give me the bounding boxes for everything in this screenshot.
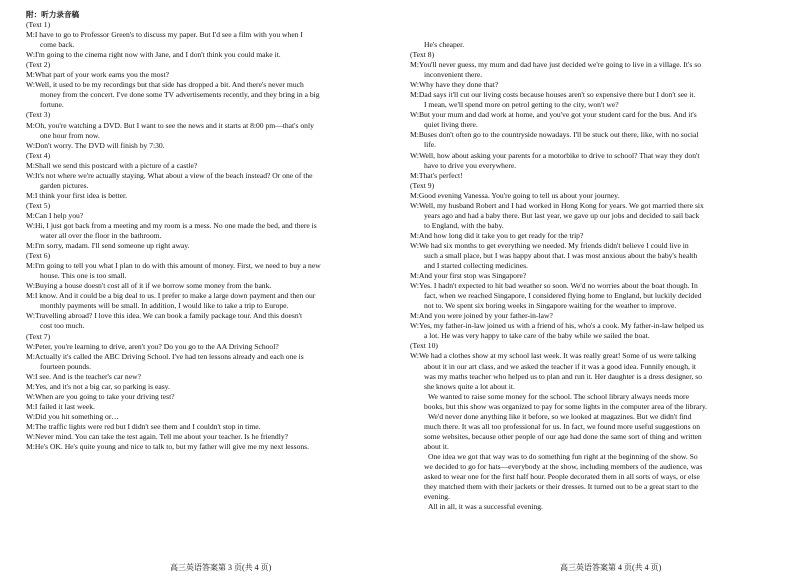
transcript-line: W:Well, my husband Robert and I had worked in Hong Kong for years. We got married there six	[410, 200, 704, 210]
transcript-line: such a small place, but I was happy about that. I was most anxious about the baby's health	[424, 250, 698, 260]
transcript-line: we decided to go for hats—everybody at the show, including members of the audience, was	[424, 461, 703, 471]
transcript-line: M:And how long did it take you to get ready for the trip?	[410, 230, 584, 240]
transcript-line: M:You'll never guess, my mum and dad have just decided we're going to live in a village. It's so	[410, 60, 702, 70]
transcript-line: W:Yes. I hadn't expected to hit bad weather so soon. We'd no worries about the boat though. In	[410, 281, 698, 291]
transcript-line: water all over the floor in the bathroom.	[40, 231, 162, 241]
transcript-line: one hour from now.	[40, 130, 100, 140]
transcript-line: We wanted to raise some money for the school. The school library always needs more	[428, 391, 689, 401]
right-column	[410, 40, 776, 512]
transcript-line: house. This one is too small.	[40, 271, 127, 281]
transcript-line: M:Yes, and it's not a big car, so parking is easy.	[26, 381, 170, 391]
transcript-line: about it in our art class, and we asked the teacher if it was a good idea. Funnily enough, it	[424, 361, 697, 371]
transcript-line: (Text 4)	[26, 150, 51, 160]
transcript-line: M:The traffic lights were red but I didn't see them and I couldn't stop in time.	[26, 421, 261, 431]
transcript-line: they matched them with their jackets or their dresses. It turned out to be a great start to the	[424, 482, 699, 492]
transcript-line: W:Travelling abroad? I love this idea. We can book a family package tour. And this doesn't	[26, 311, 303, 321]
transcript-line: come back.	[40, 40, 75, 50]
transcript-line: books, but this show was organized to pay for some lights in the computer area of the library.	[424, 401, 708, 411]
transcript-line: to England, with the baby.	[424, 220, 504, 230]
transcript-line: fortune.	[40, 100, 64, 110]
transcript-line: W:Well, it used to be my recordings but that side has dropped a bit. And there's never much	[26, 80, 304, 90]
transcript-line: W:We had a clothes show at my school last week. It was really great! Some of us were talking	[410, 351, 697, 361]
transcript-line: W:I'm going to the cinema right now with Jane, and I don't think you could make it.	[26, 50, 281, 60]
transcript-line: M:That's perfect!	[410, 170, 463, 180]
transcript-line: some websites, because other people of our age had done the same sort of thing and written	[424, 431, 702, 441]
footer-page-3: 高三英语答案第 3 页(共 4 页)	[170, 563, 272, 572]
transcript-line: quiet living there.	[424, 120, 478, 130]
transcript-line: One idea we got that way was to do something fun right at the beginning of the show. So	[428, 451, 698, 461]
transcript-line: W:Never mind. You can take the test again. Tell me about your teacher. Is he friendly?	[26, 431, 289, 441]
transcript-line: (Text 3)	[26, 110, 51, 120]
transcript-line: about it.	[424, 441, 449, 451]
transcript-line: M:Can I help you?	[26, 210, 84, 220]
transcript-line: W:Don't worry. The DVD will finish by 7:30.	[26, 140, 165, 150]
transcript-line: M:I'm sorry, madam. I'll send someone up right away.	[26, 241, 190, 251]
transcript-line: M:Buses don't often go to the countryside nowadays. I'll be stuck out there, like, with no social	[410, 130, 699, 140]
transcript-line: a lot. He was very happy to take care of the baby while we sailed the boat.	[424, 331, 650, 341]
transcript-line: We'd never done anything like it before, so we looked at magazines. But we didn't find	[428, 411, 692, 421]
transcript-line: (Text 2)	[26, 60, 51, 70]
transcript-line: fourteen pounds.	[40, 361, 92, 371]
transcript-line: M:And your first stop was Singapore?	[410, 271, 527, 281]
transcript-line: W:Buying a house doesn't cost all of it if we borrow some money from the bank.	[26, 281, 272, 291]
transcript-line: M:Actually it's called the ABC Driving School. I've had ten lessons already and each one is	[26, 351, 304, 361]
transcript-line: M:What part of your work earns you the most?	[26, 70, 169, 80]
transcript-line: (Text 5)	[26, 200, 51, 210]
transcript-line: garden pictures.	[40, 180, 89, 190]
transcript-line: W:Yes, my father-in-law joined us with a friend of his, who's a cook. My father-in-law helped us	[410, 321, 704, 331]
transcript-line: W:It's not where we're actually staying. What about a view of the beach instead? Or one of the	[26, 170, 313, 180]
transcript-line: life.	[424, 140, 437, 150]
transcript-line: M:He's OK. He's quite young and nice to talk to, but my father will give me my next lessons.	[26, 442, 310, 452]
right-transcript	[410, 40, 776, 512]
transcript-line: (Text 7)	[26, 331, 51, 341]
transcript-line: M:I'm going to tell you what I plan to do with this amount of money. First, we need to buy a new	[26, 261, 321, 271]
transcript-line: M:And you were joined by your father-in-law?	[410, 311, 553, 321]
left-transcript	[26, 20, 392, 452]
transcript-line: cost too much.	[40, 321, 85, 331]
transcript-line: have to drive you everywhere.	[424, 160, 517, 170]
transcript-line: W:Did you hit something or…	[26, 411, 119, 421]
footer-page-4: 高三英语答案第 4 页(共 4 页)	[560, 563, 662, 572]
transcript-line: W:Well, how about asking your parents for a motorbike to drive to school? That way they don't	[410, 150, 700, 160]
transcript-line: W:Hi, I just got back from a meeting and my room is a mess. No one made the bed, and there is	[26, 220, 317, 230]
transcript-line: not to. We spent six boring weeks in Singapore waiting for the weather to improve.	[424, 301, 677, 311]
transcript-line: M:Shall we send this postcard with a picture of a castle?	[26, 160, 198, 170]
transcript-line: she knows quite a lot about it.	[424, 381, 515, 391]
transcript-line: W:We had six months to get everything we needed. My friends didn't believe I could live in	[410, 240, 689, 250]
transcript-line: fact, when we reached Singapore, I considered flying home to England, but luckily decided	[424, 291, 702, 301]
transcript-line: He's cheaper.	[424, 40, 465, 49]
transcript-line: I mean, we'll spend more on petrol getting to the city, won't we?	[424, 100, 619, 110]
transcript-line: M:I know. And it could be a big deal to us. I prefer to make a large down payment and then our	[26, 291, 316, 301]
transcript-line: asked to wear one for the first half hour. People decorated them in all sorts of ways, or else	[424, 472, 700, 482]
transcript-line: was my maths teacher who helped us to plan and run it. Her daughter is a dress designer, so	[424, 371, 703, 381]
transcript-line: All in all, it was a successful evening.	[428, 502, 543, 512]
transcript-line: (Text 9)	[410, 180, 435, 190]
transcript-line: W:Peter, you're learning to drive, aren't you? Do you go to the AA Driving School?	[26, 341, 279, 351]
transcript-line: evening.	[424, 492, 450, 502]
transcript-line: M:I have to go to Professor Green's to discuss my paper. But I'd see a film with you when I	[26, 30, 303, 40]
transcript-line: (Text 1)	[26, 20, 51, 30]
transcript-line: M:I think your first idea is better.	[26, 190, 128, 200]
transcript-line: much there. It was all too professional for us. In fact, we found more useful suggestions on	[424, 421, 701, 431]
transcript-line: W:Why have they done that?	[410, 80, 499, 90]
transcript-line: years ago and had a baby there. But last year, we gave up our jobs and decided to sail back	[424, 210, 700, 220]
transcript-line: M:Good evening Vanessa. You're going to tell us about your journey.	[410, 190, 620, 200]
transcript-line: W:But your mum and dad work at home, and you've got your student card for the bus. And it's	[410, 110, 697, 120]
transcript-line: inconvenient there.	[424, 70, 483, 80]
left-column	[26, 10, 392, 452]
transcript-header: 附：听力录音稿	[26, 10, 80, 19]
transcript-line: M:Oh, you're watching a DVD. But I want to see the news and it starts at 8:00 pm—that's only	[26, 120, 314, 130]
transcript-line: money from the concert. I've done some TV advertisements recently, and they bring in a big	[40, 90, 320, 100]
transcript-line: (Text 10)	[410, 341, 438, 351]
transcript-line: (Text 8)	[410, 50, 435, 60]
transcript-line: (Text 6)	[26, 251, 51, 261]
transcript-line: W:When are you going to take your driving test?	[26, 391, 175, 401]
transcript-line: M:Dad says it'll cut our living costs because houses aren't so expensive there but I don't see it.	[410, 90, 696, 100]
transcript-line: monthly payments will be small. In addition, I would like to take a trip to Europe.	[40, 301, 289, 311]
transcript-line: and I started collecting medicines.	[424, 261, 528, 271]
transcript-line: M:I failed it last week.	[26, 401, 95, 411]
transcript-line: W:I see. And is the teacher's car new?	[26, 371, 141, 381]
